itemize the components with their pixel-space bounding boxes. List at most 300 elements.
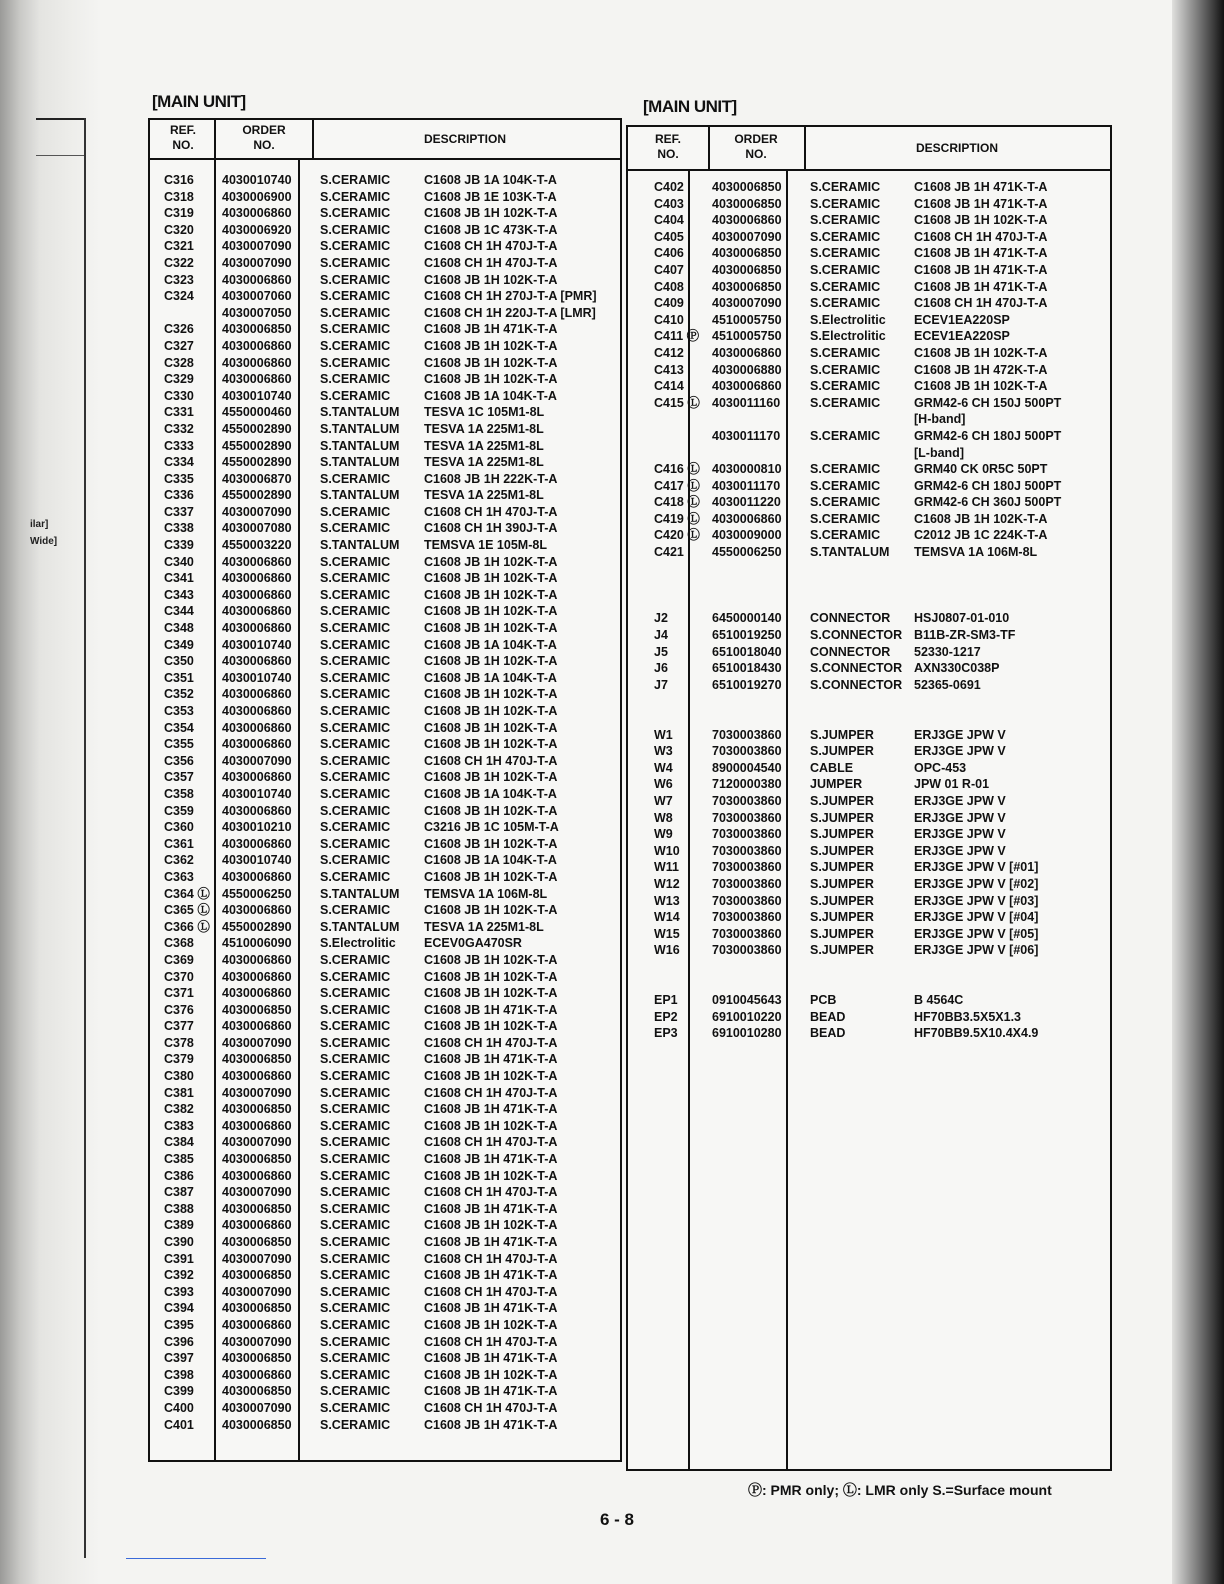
part-type: S.CERAMIC — [320, 903, 391, 918]
table-row — [150, 520, 620, 537]
table-row — [628, 262, 1110, 279]
ref-no: C389 — [164, 1218, 194, 1233]
part-name: 52365-0691 — [914, 677, 981, 692]
part-type: S.CERAMIC — [320, 604, 391, 619]
part-type: S.CERAMIC — [810, 262, 881, 277]
order-no: 4030006860 — [222, 869, 292, 884]
table-row — [628, 826, 1110, 843]
table-row — [150, 1217, 620, 1234]
part-type: CABLE — [810, 760, 854, 775]
order-no: 4510005750 — [712, 312, 782, 327]
ref-no-header: REF. NO. — [169, 123, 196, 152]
table-row — [628, 411, 1110, 428]
order-no: 4030011220 — [712, 495, 781, 510]
table-row — [150, 288, 620, 305]
part-type: S.CERAMIC — [320, 803, 391, 818]
part-name: B11B-ZR-SM3-TF — [914, 628, 1016, 643]
ref-no: EP3 — [654, 1026, 678, 1041]
part-name: C1608 JB 1H 102K-T-A — [424, 986, 558, 1001]
order-no: 4030007090 — [712, 296, 782, 311]
ref-no: C414 — [654, 379, 684, 394]
part-name: C1608 JB 1H 471K-T-A — [914, 180, 1048, 194]
order-no: 4030006850 — [712, 262, 782, 277]
order-no: 4550002890 — [222, 488, 292, 503]
table-row — [628, 544, 1110, 561]
order-no: 6510019270 — [712, 677, 782, 692]
table-row — [628, 810, 1110, 827]
order-no: 4030006860 — [222, 272, 292, 287]
part-type: S.CERAMIC — [320, 1417, 391, 1432]
order-no: 7030003860 — [712, 876, 782, 891]
table-row — [628, 345, 1110, 362]
ref-no: C408 — [654, 279, 684, 294]
part-type: S.CERAMIC — [810, 296, 881, 311]
table-row — [628, 660, 1110, 677]
part-name: C1608 JB 1H 471K-T-A — [424, 1102, 558, 1117]
table-row — [628, 594, 1110, 611]
order-no: 4030007090 — [222, 504, 292, 519]
order-no: 4030006870 — [222, 471, 292, 486]
ref-no: C411 Ⓟ — [654, 329, 700, 344]
table-row — [150, 587, 620, 604]
ref-no: J2 — [654, 611, 668, 626]
table-row — [150, 355, 620, 372]
part-type: S.JUMPER — [810, 926, 874, 941]
table-row — [150, 1068, 620, 1085]
part-name: C1608 JB 1H 102K-T-A — [424, 1317, 558, 1332]
part-type: S.CERAMIC — [320, 1135, 391, 1150]
part-type: S.CERAMIC — [320, 770, 391, 785]
table-row — [150, 1101, 620, 1118]
parts-rows — [150, 172, 620, 1433]
table-row — [150, 255, 620, 272]
ref-no: C399 — [164, 1384, 194, 1399]
ref-no: W6 — [654, 777, 673, 792]
order-no: 4030006860 — [222, 355, 292, 370]
column-divider — [708, 127, 710, 171]
table-row — [150, 603, 620, 620]
page-edge-shadow — [1172, 0, 1224, 1584]
part-type: S.CERAMIC — [320, 1235, 391, 1249]
ref-no: C351 — [164, 670, 194, 685]
part-type: S.TANTALUM — [320, 405, 400, 420]
order-no: 4030011160 — [712, 395, 781, 410]
order-no: 4030010740 — [222, 853, 292, 868]
ref-no: C380 — [164, 1069, 194, 1084]
table-row — [150, 272, 620, 289]
table-row — [628, 793, 1110, 810]
order-no: 7030003860 — [712, 843, 782, 858]
ref-no: C387 — [164, 1185, 194, 1200]
table-row — [628, 461, 1110, 478]
ref-no: C332 — [164, 421, 194, 436]
legend: Ⓟ: PMR only; Ⓛ: LMR only S.=Surface mount — [748, 1482, 1052, 1498]
part-type: S.CERAMIC — [320, 1384, 391, 1399]
table-row — [150, 1267, 620, 1284]
table-row — [150, 736, 620, 753]
table-row — [628, 942, 1110, 959]
ref-no: C329 — [164, 372, 194, 387]
order-no: 4030007090 — [222, 1334, 292, 1349]
part-type: PCB — [810, 993, 837, 1008]
order-no: 4030009000 — [712, 528, 782, 543]
table-row — [150, 720, 620, 737]
table-row — [628, 312, 1110, 329]
part-name: C1608 JB 1H 102K-T-A — [424, 969, 558, 984]
part-type: S.Electrolitic — [320, 936, 396, 951]
part-name: C1608 JB 1H 102K-T-A — [424, 571, 558, 586]
table-row — [150, 1151, 620, 1168]
order-no-header: ORDER NO. — [242, 123, 286, 152]
prev-page-text: ilar] — [30, 519, 49, 530]
part-name: C1608 JB 1H 102K-T-A — [424, 1069, 558, 1084]
order-no: 4030007080 — [222, 521, 292, 536]
part-type: S.CERAMIC — [320, 1118, 391, 1133]
description-header: DESCRIPTION — [915, 141, 998, 155]
ref-no: W4 — [654, 760, 673, 775]
column-divider — [804, 127, 806, 171]
ref-no: C361 — [164, 836, 194, 851]
order-no: 4030006850 — [712, 246, 782, 261]
part-type: S.CERAMIC — [320, 1069, 391, 1084]
order-no: 4550003220 — [222, 538, 292, 553]
part-type: S.CERAMIC — [320, 1268, 391, 1283]
part-type: S.CERAMIC — [810, 528, 881, 543]
ref-no: J5 — [654, 644, 668, 659]
description-header: DESCRIPTION — [423, 132, 506, 146]
order-no: 4030007090 — [222, 1035, 292, 1050]
ref-no: C379 — [164, 1052, 194, 1067]
part-type: S.CERAMIC — [320, 173, 391, 187]
part-type: S.JUMPER — [810, 910, 874, 925]
part-type: S.CERAMIC — [320, 836, 391, 851]
part-type: S.JUMPER — [810, 827, 874, 842]
order-no: 4030006850 — [222, 1235, 292, 1249]
ref-no: W16 — [654, 943, 680, 958]
part-type: S.CERAMIC — [320, 388, 391, 403]
ref-no: C412 — [654, 345, 684, 360]
part-name: JPW 01 R-01 — [914, 777, 990, 792]
table-row — [150, 1334, 620, 1351]
table-row — [150, 438, 620, 455]
ref-no: C395 — [164, 1317, 194, 1332]
order-no: 4030006850 — [222, 1201, 292, 1216]
part-name: C1608 JB 1H 102K-T-A — [424, 1019, 558, 1034]
part-name: C1608 JB 1H 102K-T-A — [424, 836, 558, 851]
part-name: C1608 JB 1H 102K-T-A — [914, 379, 1048, 394]
table-row — [150, 886, 620, 903]
order-no: 4550000460 — [222, 405, 292, 420]
ref-no: J4 — [654, 628, 668, 643]
table-row — [150, 338, 620, 355]
part-name: C1608 JB 1H 102K-T-A — [424, 554, 558, 569]
order-no: 4550006250 — [222, 886, 292, 901]
table-row — [150, 819, 620, 836]
part-type: S.CERAMIC — [320, 1019, 391, 1034]
part-type: S.TANTALUM — [320, 438, 400, 453]
table-row — [628, 428, 1110, 445]
part-type: S.CERAMIC — [810, 428, 881, 443]
part-type: S.CERAMIC — [320, 587, 391, 602]
table-row — [150, 686, 620, 703]
ref-no: EP2 — [654, 1009, 678, 1024]
ref-no: C418 Ⓛ — [654, 495, 700, 510]
order-no: 4030006860 — [222, 621, 292, 636]
table-row — [628, 378, 1110, 395]
order-no: 7030003860 — [712, 827, 782, 842]
table-header — [628, 127, 1110, 171]
ref-no: C377 — [164, 1019, 194, 1034]
order-no: 7030003860 — [712, 810, 782, 825]
order-no: 4030006860 — [222, 903, 292, 918]
part-name: C1608 JB 1H 102K-T-A — [424, 621, 558, 636]
table-row — [150, 985, 620, 1002]
part-type: BEAD — [810, 1026, 846, 1041]
part-type: S.CERAMIC — [320, 737, 391, 752]
order-no: 4030007090 — [222, 1085, 292, 1100]
part-name: C1608 JB 1H 102K-T-A — [424, 952, 558, 967]
ref-no: C356 — [164, 753, 194, 768]
part-name: C1608 JB 1H 471K-T-A — [424, 1201, 558, 1216]
table-row — [150, 537, 620, 554]
part-type: S.CERAMIC — [320, 206, 391, 221]
part-type: S.CERAMIC — [320, 239, 391, 254]
ref-no: W11 — [654, 860, 680, 875]
ref-no: C394 — [164, 1301, 194, 1316]
table-row — [628, 959, 1110, 976]
part-name: HF70BB3.5X5X1.3 — [914, 1009, 1022, 1024]
part-name: C1608 CH 1H 470J-T-A — [914, 229, 1048, 244]
part-type: S.JUMPER — [810, 893, 874, 908]
part-type: S.JUMPER — [810, 727, 874, 742]
ref-no: C334 — [164, 455, 194, 470]
order-no: 4030006860 — [222, 554, 292, 569]
part-name: ERJ3GE JPW V — [914, 793, 1006, 808]
order-no: 4030006860 — [712, 379, 782, 394]
ref-no: C364 Ⓛ — [164, 886, 210, 901]
ref-no: C397 — [164, 1351, 194, 1366]
order-no: 4030010740 — [222, 388, 292, 403]
order-no: 4550006250 — [712, 545, 782, 560]
ref-no: C392 — [164, 1268, 194, 1283]
part-type: S.CERAMIC — [810, 495, 881, 510]
ref-no: C320 — [164, 222, 194, 237]
ref-no: C353 — [164, 704, 194, 718]
ref-no: C385 — [164, 1152, 194, 1167]
order-no: 7030003860 — [712, 744, 782, 759]
part-name: C1608 CH 1H 470J-T-A — [424, 1334, 558, 1349]
ref-no: C386 — [164, 1168, 194, 1183]
order-no: 4030007090 — [222, 1284, 292, 1299]
table-row — [628, 743, 1110, 760]
part-type: S.JUMPER — [810, 860, 874, 875]
table-row — [150, 637, 620, 654]
part-name: C1608 JB 1A 104K-T-A — [424, 670, 557, 685]
table-row — [150, 753, 620, 770]
ref-no: W9 — [654, 827, 673, 842]
ref-no: W1 — [654, 727, 673, 742]
ref-no: C319 — [164, 206, 194, 221]
part-name: C1608 JB 1H 222K-T-A — [424, 471, 558, 486]
part-name: C1608 CH 1H 470J-T-A — [424, 1185, 558, 1200]
part-type: S.CERAMIC — [320, 1367, 391, 1382]
ref-no: C407 — [654, 262, 684, 277]
part-type: S.CONNECTOR — [810, 661, 903, 676]
part-type: S.TANTALUM — [320, 919, 400, 934]
table-row — [150, 703, 620, 720]
ref-no: C323 — [164, 272, 194, 287]
order-no: 4030006860 — [222, 604, 292, 619]
ref-no: C340 — [164, 554, 194, 569]
ref-no: C355 — [164, 737, 194, 752]
table-row — [150, 1317, 620, 1334]
part-name: C1608 JB 1H 102K-T-A — [424, 1367, 558, 1382]
order-no: 7030003860 — [712, 910, 782, 925]
ref-no: C352 — [164, 687, 194, 702]
part-name: C1608 JB 1H 102K-T-A — [914, 511, 1048, 526]
ref-no: C404 — [654, 213, 684, 228]
part-name: ERJ3GE JPW V — [914, 744, 1006, 759]
part-type: S.JUMPER — [810, 843, 874, 858]
order-no: 4030010740 — [222, 173, 292, 187]
part-name: C1608 JB 1H 471K-T-A — [424, 322, 558, 337]
order-no: 6910010220 — [712, 1009, 782, 1024]
order-no: 4030006860 — [222, 836, 292, 851]
order-no: 4510005750 — [712, 329, 782, 344]
order-no: 7030003860 — [712, 943, 782, 958]
order-no: 4030007090 — [222, 239, 292, 254]
table-row — [150, 653, 620, 670]
order-no: 6510018430 — [712, 661, 782, 676]
order-no: 4030006850 — [222, 322, 292, 337]
part-type: S.TANTALUM — [320, 421, 400, 436]
part-name: C1608 JB 1H 102K-T-A — [424, 206, 558, 221]
ref-no: C363 — [164, 869, 194, 884]
table-row — [150, 554, 620, 571]
ref-no: C396 — [164, 1334, 194, 1349]
order-no: 4030007090 — [222, 753, 292, 768]
table-row — [628, 976, 1110, 993]
ref-no: J7 — [654, 677, 668, 692]
prev-page-rule — [36, 155, 86, 156]
part-name: ERJ3GE JPW V — [914, 810, 1006, 825]
table-row — [150, 786, 620, 803]
part-name: C1608 CH 1H 470J-T-A — [424, 1135, 558, 1150]
order-no: 4550002890 — [222, 919, 292, 934]
ref-no: C337 — [164, 504, 194, 519]
part-type: S.TANTALUM — [810, 545, 890, 560]
order-no: 4030006860 — [222, 1019, 292, 1034]
order-no: 4030006860 — [222, 952, 292, 967]
column-divider — [312, 120, 314, 160]
table-row — [150, 388, 620, 405]
table-row — [628, 760, 1110, 777]
part-name: C1608 JB 1H 102K-T-A — [424, 803, 558, 818]
right-section-title: [MAIN UNIT] — [643, 97, 737, 116]
part-name: GRM40 CK 0R5C 50PT — [914, 462, 1048, 477]
ref-no: C415 Ⓛ — [654, 395, 700, 410]
part-type: S.CERAMIC — [320, 1351, 391, 1366]
table-row — [628, 196, 1110, 213]
ref-no: C369 — [164, 952, 194, 967]
part-name: C1608 JB 1H 471K-T-A — [914, 246, 1048, 261]
order-no: 4030007090 — [222, 255, 292, 270]
ref-no: C400 — [164, 1400, 194, 1415]
ref-no: C405 — [654, 229, 684, 244]
part-name: C1608 JB 1H 102K-T-A — [424, 1118, 558, 1133]
part-type: S.CERAMIC — [810, 246, 881, 261]
order-no: 4510006090 — [222, 936, 292, 951]
order-no: 4030006860 — [222, 1317, 292, 1332]
ref-no: C420 Ⓛ — [654, 528, 700, 543]
part-name: ERJ3GE JPW V — [914, 843, 1006, 858]
order-no: 4030010210 — [222, 820, 292, 835]
order-no: 4030007090 — [222, 1400, 292, 1415]
table-row — [628, 710, 1110, 727]
table-row — [150, 902, 620, 919]
part-name: C1608 CH 1H 470J-T-A — [424, 1035, 558, 1050]
part-name: C1608 CH 1H 470J-T-A — [424, 239, 558, 254]
order-no: 6450000140 — [712, 611, 782, 626]
order-no: 4030006850 — [222, 1052, 292, 1067]
part-type: S.CERAMIC — [810, 229, 881, 244]
part-type: S.CERAMIC — [320, 1035, 391, 1050]
part-name: C1608 JB 1A 104K-T-A — [424, 786, 557, 801]
ref-no: C421 — [654, 545, 684, 560]
table-row — [150, 487, 620, 504]
part-type: S.CERAMIC — [320, 1052, 391, 1067]
part-type: S.JUMPER — [810, 793, 874, 808]
ref-no: C359 — [164, 803, 194, 818]
part-type: CONNECTOR — [810, 611, 891, 626]
table-row — [628, 1025, 1110, 1042]
table-row — [150, 1284, 620, 1301]
order-no: 4030006860 — [222, 969, 292, 984]
part-name: C1608 JB 1H 102K-T-A — [424, 770, 558, 785]
order-no: 4030006860 — [222, 571, 292, 586]
ref-no: C382 — [164, 1102, 194, 1117]
part-name: C1608 CH 1H 470J-T-A — [914, 296, 1048, 311]
part-name: C1608 JB 1H 102K-T-A — [424, 604, 558, 619]
part-name: B 4564C — [914, 993, 964, 1008]
part-name: GRM42-6 CH 180J 500PT — [914, 428, 1062, 443]
part-type: S.CERAMIC — [320, 372, 391, 387]
part-type: S.CERAMIC — [320, 1317, 391, 1332]
table-row — [628, 859, 1110, 876]
table-row — [150, 1002, 620, 1019]
table-header — [150, 120, 620, 160]
table-row — [628, 212, 1110, 229]
part-name: ECEV0GA470SR — [424, 936, 522, 951]
part-name: C1608 JB 1H 102K-T-A — [424, 1218, 558, 1233]
ref-no: C378 — [164, 1035, 194, 1050]
ref-no: C403 — [654, 196, 684, 211]
ref-no: W8 — [654, 810, 673, 825]
ref-no: C409 — [654, 296, 684, 311]
page-number: 6 - 8 — [600, 1510, 635, 1529]
ref-no: C357 — [164, 770, 194, 785]
table-row — [150, 1300, 620, 1317]
part-type: S.CERAMIC — [320, 471, 391, 486]
ref-no: C326 — [164, 322, 194, 337]
table-row — [150, 238, 620, 255]
part-type: CONNECTOR — [810, 644, 891, 659]
table-row — [150, 421, 620, 438]
ref-no: C413 — [654, 362, 684, 377]
order-no: 4550002890 — [222, 438, 292, 453]
table-row — [150, 919, 620, 936]
part-name: C1608 JB 1A 104K-T-A — [424, 853, 557, 868]
